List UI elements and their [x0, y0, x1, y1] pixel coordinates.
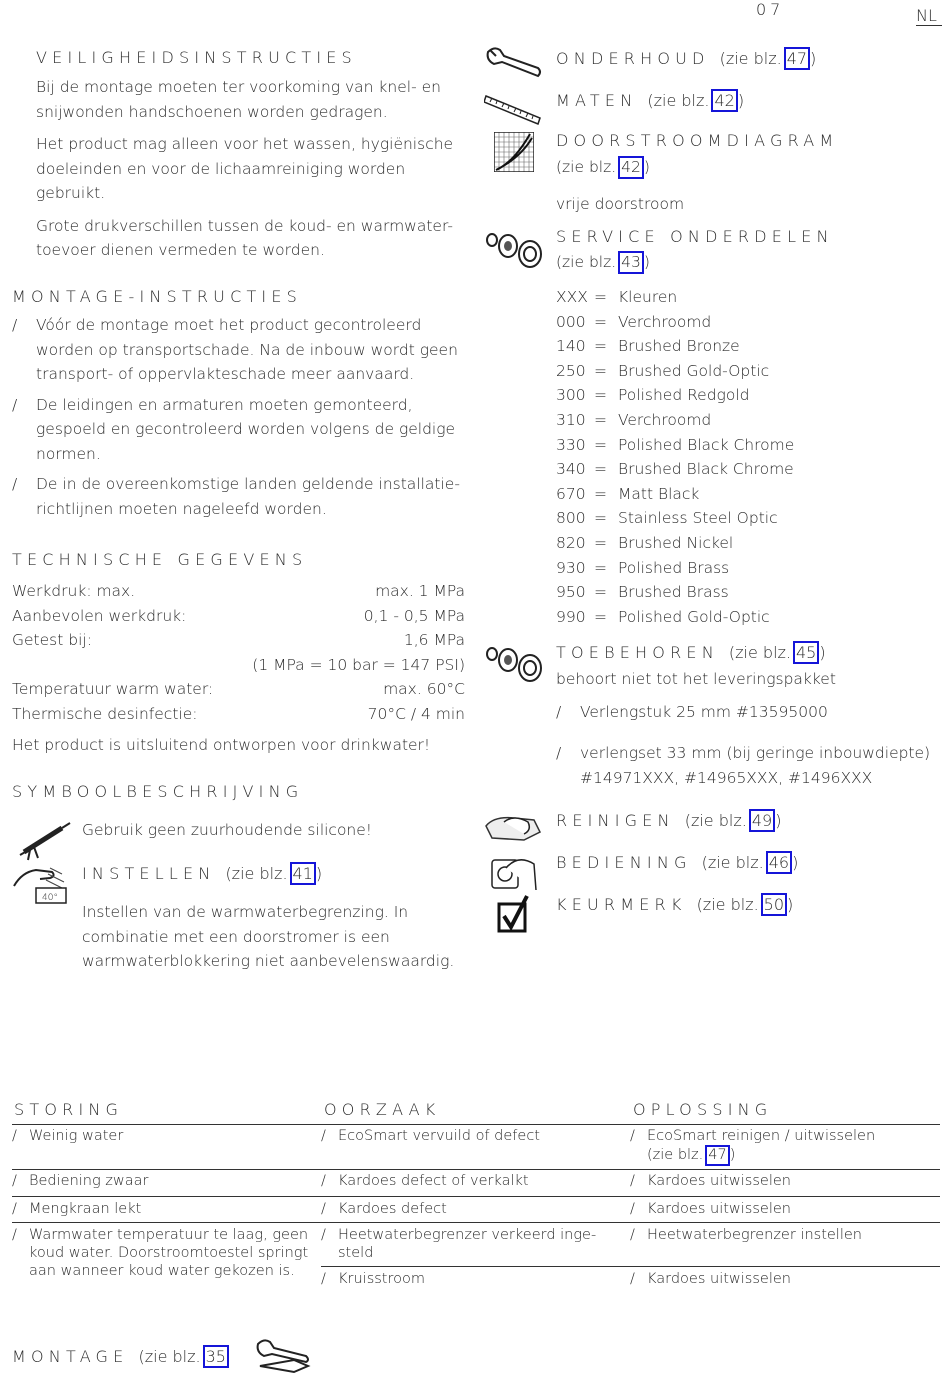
- tech-row: [12, 653, 465, 678]
- page-ref-label: (zie blz.: [556, 253, 617, 271]
- color-code-row: XXX = Kleuren: [556, 285, 794, 310]
- color-code-row: 000 = Verchroomd: [556, 310, 794, 335]
- list-item: / De in de overeenkomstige landen geldende installatie-richtlijnen moeten nageleefd worden.: [12, 472, 462, 521]
- storing-text: Weinig water: [29, 1128, 124, 1144]
- tech-value: 70°C / 4 min: [367, 704, 465, 723]
- tech-label: Aanbevolen werkdruk:: [12, 606, 187, 625]
- language-tab: [916, 6, 942, 26]
- color-code: 340: [556, 460, 586, 479]
- page-ref-link[interactable]: 45: [793, 641, 819, 664]
- oplossing-text: Kardoes uitwisselen: [647, 1201, 791, 1217]
- instellen-title: INSTELLEN: [82, 864, 216, 883]
- oorzaak-text: Kruisstroom: [338, 1271, 425, 1287]
- page-ref-label: (zie blz.: [225, 864, 288, 883]
- page-ref-link[interactable]: 42: [711, 89, 737, 112]
- color-code-row: 820 = Brushed Nickel: [556, 531, 794, 556]
- color-name: Matt Black: [618, 484, 700, 503]
- accessory-text: Verlengstuk 25 mm #13595000: [580, 703, 828, 721]
- table-cell: / Weinig water: [12, 1128, 124, 1144]
- safety-paragraph: Het product mag alleen voor het wassen, hygiënische doeleinden en voor de lichaamreiniging worden gebruikt.: [36, 135, 454, 202]
- tech-value: 1,6 MPa: [403, 631, 465, 649]
- tech-label: Thermische desinfectie:: [12, 704, 198, 723]
- color-name: Brushed Brass: [618, 583, 729, 602]
- color-code: 250: [556, 361, 586, 380]
- page-ref-label: (zie blz.: [719, 49, 782, 68]
- table-cell: / Kardoes uitwisselen: [630, 1201, 791, 1217]
- color-code-row: 800 = Stainless Steel Optic: [556, 506, 794, 531]
- toebehoren-heading: TOEBEHOREN (zie blz. 45 ): [556, 643, 826, 662]
- color-code-list: [556, 285, 794, 629]
- onderhoud-title: ONDERHOUD: [556, 49, 710, 68]
- color-code: 990: [556, 607, 586, 626]
- montage-heading: [12, 1345, 229, 1368]
- color-name: Brushed Bronze: [618, 337, 740, 356]
- keurmerk-heading: KEURMERK (zie blz. 50 ): [556, 895, 794, 914]
- symbols-title: SYMBOOLBESCHRIJVING: [12, 782, 304, 801]
- service-title: SERVICE ONDERDELEN: [556, 227, 834, 246]
- list-item-text: De leidingen en armaturen moeten gemonteerd, gespoeld en gecontroleerd worden volgens de geldige normen.: [36, 395, 456, 463]
- table-cell: / Warmwater temperatuur te laag, geen koud water. Doorstroomtoestel springt aan wanneer koud water gekozen is.: [12, 1226, 312, 1280]
- table-cell: / Heetwaterbegrenzer instellen: [630, 1227, 862, 1243]
- doorstroom-ref: (zie blz. 42 ): [556, 156, 650, 179]
- technical-data-section: [12, 550, 465, 757]
- toebehoren-sub: behoort niet tot het leveringspakket: [556, 670, 836, 688]
- color-name: Polished Brass: [618, 558, 730, 577]
- onderhoud-heading: ONDERHOUD (zie blz. 47 ): [556, 49, 817, 68]
- page-ref-label: (zie blz.: [728, 643, 791, 662]
- storing-text: Warmwater temperatuur te laag, geen koud water. Doorstroomtoestel springt aan wanneer koud water gekozen is.: [29, 1227, 309, 1279]
- color-code-row: 300 = Polished Redgold: [556, 383, 794, 408]
- table-header-oplossing: OPLOSSING: [633, 1100, 773, 1119]
- page-ref-label: (zie blz.: [138, 1347, 201, 1366]
- tech-row: [12, 579, 465, 604]
- storing-text: Bediening zwaar: [29, 1173, 149, 1189]
- oorzaak-text: Kardoes defect: [338, 1201, 447, 1217]
- color-code: 930: [556, 558, 586, 577]
- tech-row: [12, 702, 465, 727]
- instellen-text: Instellen van de warmwaterbegrenzing. In combinatie met een doorstromer is een warmwaterblokkering niet aanbevelenswaardig.: [82, 903, 455, 970]
- oplossing-text: Kardoes uitwisselen: [647, 1173, 791, 1189]
- tech-value: max. 1 MPa: [375, 582, 465, 600]
- oorzaak-text: Kardoes defect of verkalkt: [338, 1173, 529, 1189]
- color-code-row: 950 = Brushed Brass: [556, 580, 794, 605]
- color-name: Polished Black Chrome: [618, 435, 795, 454]
- color-code-row: 250 = Brushed Gold-Optic: [556, 359, 794, 384]
- instellen-heading: INSTELLEN (zie blz. 41 ): [82, 864, 323, 883]
- list-item: / De leidingen en armaturen moeten gemonteerd, gespoeld en gecontroleerd worden volgens de geldige normen.: [12, 393, 462, 467]
- color-code: 670: [556, 484, 586, 503]
- color-code-row: 340 = Brushed Black Chrome: [556, 457, 794, 482]
- safety-paragraph: Bij de montage moeten ter voorkoming van knel- en snijwonden handschoenen worden gedragen.: [36, 78, 441, 121]
- table-cell: / Mengkraan lekt: [12, 1201, 142, 1217]
- page-ref-label: (zie blz.: [701, 853, 764, 872]
- table-header-storing: STORING: [14, 1100, 124, 1119]
- color-code: 000: [556, 312, 586, 331]
- page-number: 07: [756, 0, 785, 19]
- color-name: Polished Gold-Optic: [618, 607, 770, 626]
- page-ref-label: (zie blz.: [647, 91, 710, 110]
- page-ref-link[interactable]: 49: [749, 809, 775, 832]
- page-ref-link[interactable]: 47: [705, 1145, 729, 1166]
- montage-instructions-title: MONTAGE-INSTRUCTIES: [12, 287, 303, 306]
- table-cell: / Heetwaterbegrenzer verkeerd inge-steld: [321, 1226, 611, 1262]
- tech-label: Getest bij:: [12, 631, 92, 649]
- reinigen-title: REINIGEN: [556, 811, 675, 830]
- list-item-text: Vóór de montage moet het product gecontroleerd worden op transportschade. Na de inbouw wordt geen transport- of oppervlakteschade meer aanvaard.: [36, 316, 458, 383]
- table-header-oorzaak: OORZAAK: [324, 1100, 441, 1119]
- table-cell: / Kardoes uitwisselen: [630, 1271, 791, 1287]
- color-code: 950: [556, 583, 586, 602]
- page-ref-link[interactable]: 35: [203, 1345, 229, 1368]
- table-cell: / Kardoes uitwisselen: [630, 1173, 791, 1189]
- table-divider: [12, 1169, 940, 1170]
- accessory-item: / Verlengstuk 25 mm #13595000: [556, 700, 936, 725]
- list-item-text: De in de overeenkomstige landen geldende installatie-richtlijnen moeten nageleefd worden.: [36, 475, 460, 518]
- montage-title: MONTAGE: [12, 1347, 129, 1366]
- color-name: Verchroomd: [618, 410, 712, 429]
- table-divider: [321, 1266, 940, 1267]
- doorstroom-title: DOORSTROOMDIAGRAM: [556, 131, 839, 150]
- service-parts-icon: [484, 228, 544, 270]
- page-ref-label: (zie blz.: [647, 1147, 704, 1163]
- color-code-row: 930 = Polished Brass: [556, 556, 794, 581]
- oplossing-text: Heetwaterbegrenzer instellen: [647, 1227, 862, 1243]
- accessory-item: / verlengset 33 mm (bij geringe inbouwdiepte) #14971XXX, #14965XXX, #1496XXX: [556, 741, 936, 790]
- page-ref-label: (zie blz.: [556, 158, 617, 176]
- tech-label: Werkdruk: max.: [12, 582, 136, 600]
- safety-section: [36, 48, 461, 263]
- color-name: Stainless Steel Optic: [618, 509, 778, 528]
- table-cell: / EcoSmart vervuild of defect: [321, 1128, 540, 1144]
- color-name: Brushed Gold-Optic: [618, 361, 770, 380]
- page-ref-label: (zie blz.: [684, 811, 747, 830]
- list-item: / Vóór de montage moet het product gecontroleerd worden op transportschade. Na de inbouw wordt geen transport- of oppervlakteschade meer aanvaard.: [12, 313, 462, 387]
- table-cell: / EcoSmart reinigen / uitwisselen (zie blz. 47 ): [630, 1127, 930, 1166]
- oorzaak-text: EcoSmart vervuild of defect: [338, 1128, 540, 1144]
- page-ref-link[interactable]: 43: [618, 251, 644, 274]
- color-name: Brushed Black Chrome: [618, 460, 794, 479]
- service-ref: (zie blz. 43 ): [556, 251, 650, 274]
- table-cell: / Kruisstroom: [321, 1271, 425, 1287]
- color-code: 330: [556, 435, 586, 454]
- silicone-gun-icon: [18, 820, 72, 862]
- color-code: 300: [556, 386, 586, 405]
- language-code: NL: [916, 6, 937, 25]
- safety-title: VEILIGHEIDSINSTRUCTIES: [36, 48, 357, 67]
- reinigen-heading: REINIGEN (zie blz. 49 ): [556, 811, 782, 830]
- accessories-icon: [484, 642, 544, 684]
- table-cell: / Bediening zwaar: [12, 1173, 149, 1189]
- bediening-title: BEDIENING: [556, 853, 692, 872]
- color-code-row: 670 = Matt Black: [556, 482, 794, 507]
- color-code: XXX: [556, 288, 588, 306]
- color-code-row: 310 = Verchroomd: [556, 408, 794, 433]
- tech-value: 0,1 - 0,5 MPa: [363, 606, 465, 625]
- oplossing-text: Kardoes uitwisselen: [647, 1271, 791, 1287]
- tech-value: (1 MPa = 10 bar = 147 PSI): [252, 655, 465, 674]
- cleaning-cloth-icon: [484, 808, 544, 848]
- color-name: Polished Redgold: [618, 386, 750, 405]
- color-name: Brushed Nickel: [618, 533, 734, 552]
- flow-diagram-icon: [494, 132, 534, 172]
- bediening-heading: BEDIENING (zie blz. 46 ): [556, 853, 799, 872]
- tools-icon: [254, 1336, 312, 1376]
- color-code: 140: [556, 337, 586, 356]
- color-code-row: 330 = Polished Black Chrome: [556, 433, 794, 458]
- svg-text:40°: 40°: [42, 893, 58, 903]
- tech-value: max. 60°C: [383, 680, 465, 698]
- tech-row: [12, 677, 465, 702]
- tech-label: Temperatuur warm water:: [12, 680, 214, 698]
- montage-instructions-section: [12, 287, 462, 521]
- maten-heading: MATEN (zie blz. 42 ): [556, 91, 745, 110]
- oorzaak-text: Heetwaterbegrenzer verkeerd inge-steld: [338, 1227, 597, 1261]
- page-ref-link[interactable]: 46: [766, 851, 792, 874]
- oplossing-text: EcoSmart reinigen / uitwisselen: [647, 1128, 876, 1144]
- table-divider: [12, 1196, 940, 1197]
- operating-hand-icon: [488, 850, 540, 894]
- toebehoren-title: TOEBEHOREN: [556, 643, 719, 662]
- color-name: Kleuren: [618, 288, 678, 306]
- tech-row: [12, 604, 465, 629]
- wrench-icon: [484, 44, 544, 80]
- color-code: 820: [556, 533, 586, 552]
- accessory-text: verlengset 33 mm (bij geringe inbouwdiepte) #14971XXX, #14965XXX, #1496XXX: [580, 744, 931, 787]
- page-ref-label: (zie blz.: [696, 895, 759, 914]
- checkmark-icon: [496, 894, 530, 934]
- ruler-icon: [484, 90, 544, 130]
- maten-title: MATEN: [556, 91, 638, 110]
- table-cell: / Kardoes defect of verkalkt: [321, 1173, 529, 1189]
- color-code-row: 990 = Polished Gold-Optic: [556, 605, 794, 630]
- table-divider: [12, 1124, 940, 1125]
- color-code-row: 140 = Brushed Bronze: [556, 334, 794, 359]
- table-cell: / Kardoes defect: [321, 1201, 447, 1217]
- page-ref-link[interactable]: 47: [784, 47, 810, 70]
- storing-text: Mengkraan lekt: [29, 1201, 142, 1217]
- page-ref-link[interactable]: 41: [290, 862, 316, 885]
- color-code: 310: [556, 410, 586, 429]
- page-ref-link[interactable]: 42: [618, 156, 644, 179]
- doorstroom-note: vrije doorstroom: [556, 195, 685, 213]
- table-divider: [12, 1222, 940, 1223]
- silicone-warning: Gebruik geen zuurhoudende silicone!: [82, 821, 373, 839]
- drinking-water-note: Het product is uitsluitend ontworpen voor drinkwater!: [12, 736, 431, 754]
- page-ref-link[interactable]: 50: [761, 893, 787, 916]
- tech-row: [12, 628, 465, 653]
- technical-data-title: TECHNISCHE GEGEVENS: [12, 550, 308, 569]
- keurmerk-title: KEURMERK: [556, 895, 687, 914]
- color-name: Verchroomd: [618, 312, 712, 331]
- hand-adjust-icon: [12, 860, 70, 906]
- safety-paragraph: Grote drukverschillen tussen de koud- en warmwater-toevoer dienen vermeden te worden.: [36, 216, 453, 259]
- color-code: 800: [556, 509, 586, 528]
